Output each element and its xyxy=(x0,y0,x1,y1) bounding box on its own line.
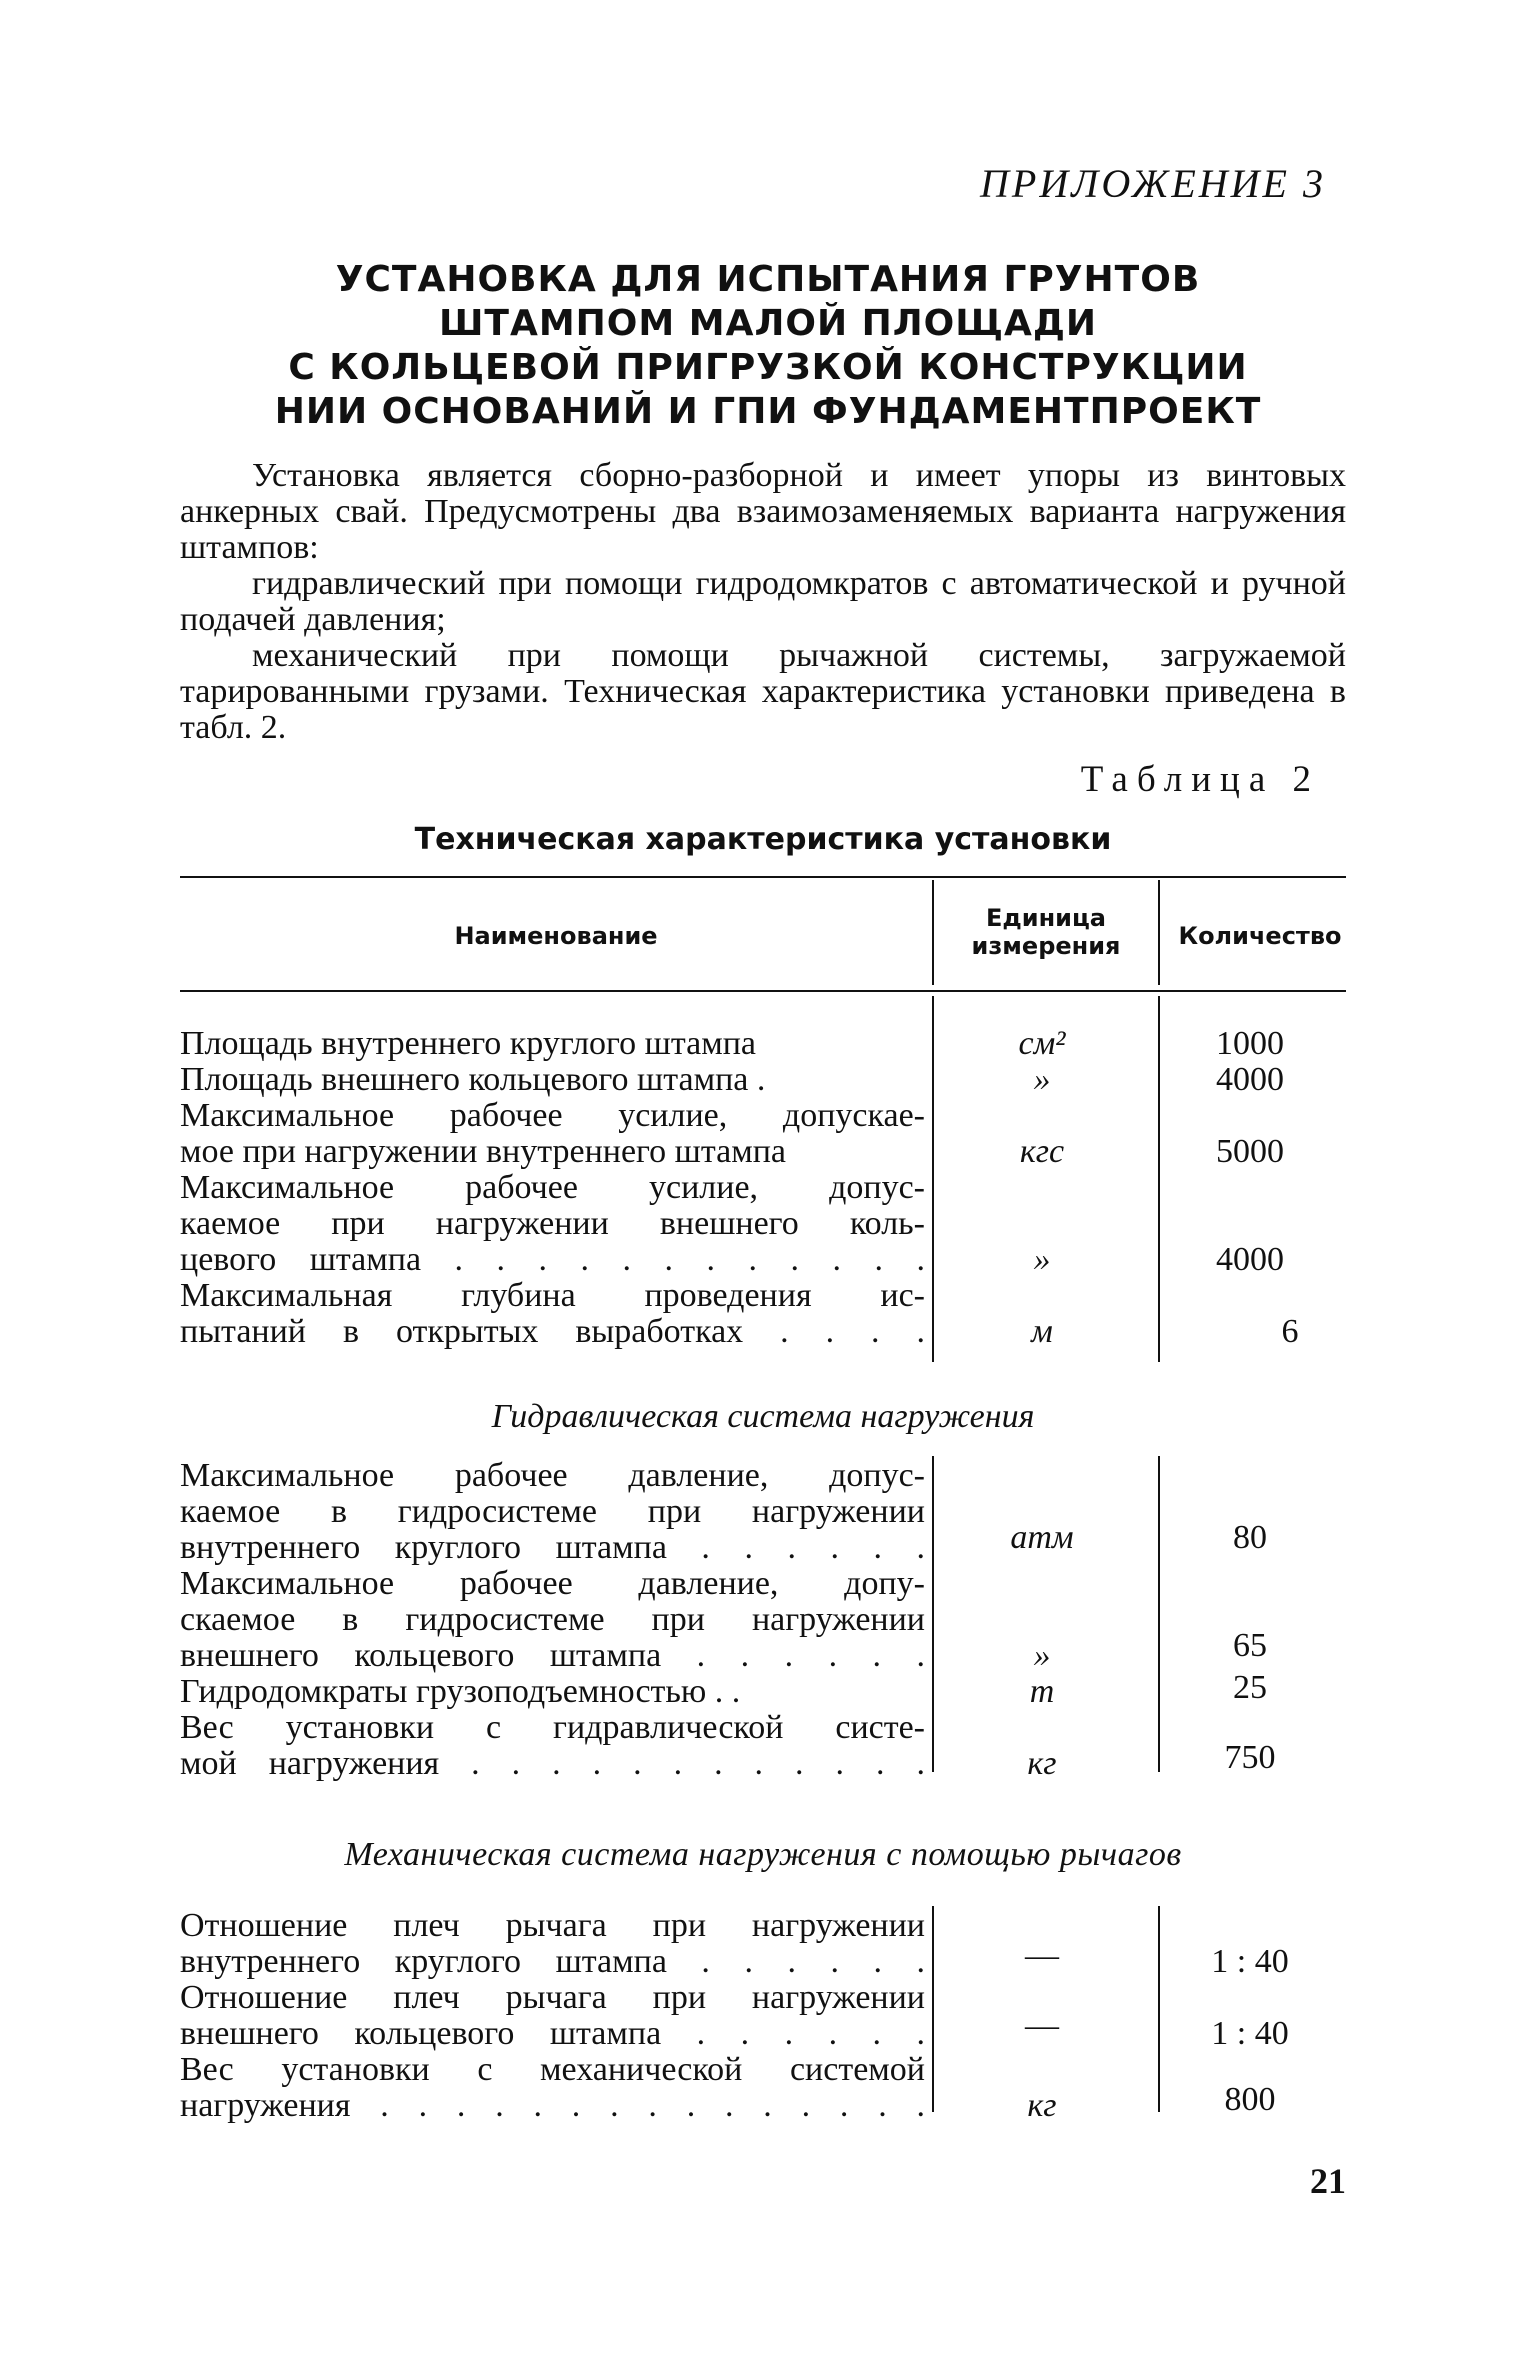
row-unit: кг xyxy=(1027,2087,1057,2124)
row-name-line: каемое при нагружении внешнего коль- xyxy=(180,1205,925,1242)
column-header-name: Наименование xyxy=(454,922,658,950)
intro-text xyxy=(180,458,1346,746)
row-name-line: Отношение плеч рычага при нагружении xyxy=(180,1979,925,2016)
row-quantity: 25 xyxy=(1233,1669,1267,1706)
page-title xyxy=(150,258,1386,434)
row-name-line: Максимальная глубина проведения ис- xyxy=(180,1277,925,1314)
row-name xyxy=(180,1566,925,1674)
row-name xyxy=(180,1980,925,2052)
row-unit: см² xyxy=(1018,1025,1066,1062)
section-heading-mechanical: Механическая система нагружения с помощью рычагов xyxy=(344,1836,1182,1873)
row-quantity: 4000 xyxy=(1216,1061,1284,1098)
body-divider-2a xyxy=(1158,996,1160,1362)
page-number: 21 xyxy=(1310,2161,1346,2201)
body-divider-1b xyxy=(932,1456,934,1772)
row-name-line: каемое в гидросистеме при нагружении xyxy=(180,1493,925,1530)
row-quantity: 800 xyxy=(1224,2081,1276,2118)
row-unit: » xyxy=(1033,1241,1051,1278)
column-header-unit-line-2: измерения xyxy=(971,932,1121,960)
row-name-line: нагружения . . . . . . . . . . . . . . . xyxy=(180,2087,925,2124)
row-name xyxy=(180,1098,925,1170)
row-name-line: внешнего кольцевого штампа . . . . . . xyxy=(180,2015,925,2052)
row-name xyxy=(180,1278,925,1350)
row-quantity: 6 xyxy=(1281,1313,1299,1350)
row-unit: — xyxy=(1025,1937,1059,1974)
row-quantity: 1 : 40 xyxy=(1211,1943,1289,1980)
row-name-line: Максимальное рабочее давление, допус- xyxy=(180,1457,925,1494)
row-name-line: Вес установки с механической системой xyxy=(180,2051,925,2088)
row-unit: » xyxy=(1033,1061,1051,1098)
row-quantity: 1000 xyxy=(1216,1025,1284,1062)
column-header-unit-line-1: Единица xyxy=(986,904,1106,932)
section-heading-hydraulic: Гидравлическая система нагружения xyxy=(491,1398,1035,1435)
row-name-line: Вес установки с гидравлической систе- xyxy=(180,1709,925,1746)
paragraph-2: гидравлический при помощи гидродомкратов с автоматической и ручной подачей давления; xyxy=(180,565,1346,638)
row-name xyxy=(180,1710,925,1782)
row-name-line: скаемое в гидросистеме при нагружении xyxy=(180,1601,925,1638)
row-name-line: мое при нагружении внутреннего штампа xyxy=(180,1133,787,1170)
row-name-line: Максимальное рабочее усилие, допус- xyxy=(180,1169,925,1206)
body-divider-2b xyxy=(1158,1456,1160,1772)
column-header-unit xyxy=(934,904,1158,960)
row-unit: » xyxy=(1033,1637,1051,1674)
body-divider-2c xyxy=(1158,1906,1160,2112)
title-line-3: С КОЛЬЦЕВОЙ ПРИГРУЗКОЙ КОНСТРУКЦИИ xyxy=(288,347,1248,388)
row-name-line: пытаний в открытых выработках . . . . xyxy=(180,1313,925,1350)
row-name-line: Отношение плеч рычага при нагружении xyxy=(180,1907,925,1944)
row-name-line: внутреннего круглого штампа . . . . . . xyxy=(180,1943,925,1980)
title-line-1: УСТАНОВКА ДЛЯ ИСПЫТАНИЯ ГРУНТОВ xyxy=(335,259,1201,300)
row-quantity: 1 : 40 xyxy=(1211,2015,1289,2052)
table-top-rule xyxy=(180,876,1346,878)
row-unit: атм xyxy=(1010,1519,1074,1556)
row-name-line: внутреннего круглого штампа . . . . . . xyxy=(180,1529,925,1566)
row-quantity: 4000 xyxy=(1216,1241,1284,1278)
row-name-line: Максимальное рабочее усилие, допускае- xyxy=(180,1097,925,1134)
appendix-label: ПРИЛОЖЕНИЕ 3 xyxy=(980,161,1326,206)
row-name-line: цевого штампа . . . . . . . . . . . . xyxy=(180,1241,925,1278)
row-name xyxy=(180,1170,925,1278)
row-quantity: 5000 xyxy=(1216,1133,1284,1170)
paragraph-1: Установка является сборно-разборной и имеет упоры из винтовых анкерных свай. Предусмотрены два взаимозаменяемых варианта нагружения штампов: xyxy=(180,457,1346,566)
table-title: Техническая характеристика установки xyxy=(414,822,1112,857)
row-name xyxy=(180,1908,925,1980)
row-unit: кг xyxy=(1027,1745,1057,1782)
row-name-line: Максимальное рабочее давление, допу- xyxy=(180,1565,925,1602)
row-name-line: внешнего кольцевого штампа . . . . . . xyxy=(180,1637,925,1674)
row-name xyxy=(180,1458,925,1566)
row-name xyxy=(180,2052,925,2124)
paragraph-3: механический при помощи рычажной системы, загружаемой тарированными грузами. Техническая характеристика установки приведена в табл. 2. xyxy=(180,637,1346,746)
table-header-rule xyxy=(180,990,1346,992)
row-name-line: Площадь внешнего кольцевого штампа . xyxy=(180,1061,766,1098)
row-name-line: Площадь внутреннего круглого штампа xyxy=(180,1025,756,1062)
row-quantity: 750 xyxy=(1224,1739,1276,1776)
title-line-2: ШТАМПОМ МАЛОЙ ПЛОЩАДИ xyxy=(438,303,1098,344)
row-name-line: Гидродомкраты грузоподъемностью . . xyxy=(180,1673,741,1710)
row-unit: — xyxy=(1025,2007,1059,2044)
row-unit: кгс xyxy=(1019,1133,1065,1170)
column-header-quantity: Количество xyxy=(1178,922,1342,950)
row-quantity: 80 xyxy=(1233,1519,1267,1556)
row-unit: т xyxy=(1029,1673,1055,1710)
row-name xyxy=(180,1026,925,1062)
table-label: Таблица 2 xyxy=(1080,759,1320,800)
title-line-4: НИИ ОСНОВАНИЙ И ГПИ ФУНДАМЕНТПРОЕКТ xyxy=(274,391,1262,432)
row-name xyxy=(180,1062,925,1098)
row-name xyxy=(180,1674,925,1710)
row-unit: м xyxy=(1031,1313,1053,1350)
row-name-line: мой нагружения . . . . . . . . . . . . xyxy=(180,1745,925,1782)
row-quantity: 65 xyxy=(1233,1627,1267,1664)
